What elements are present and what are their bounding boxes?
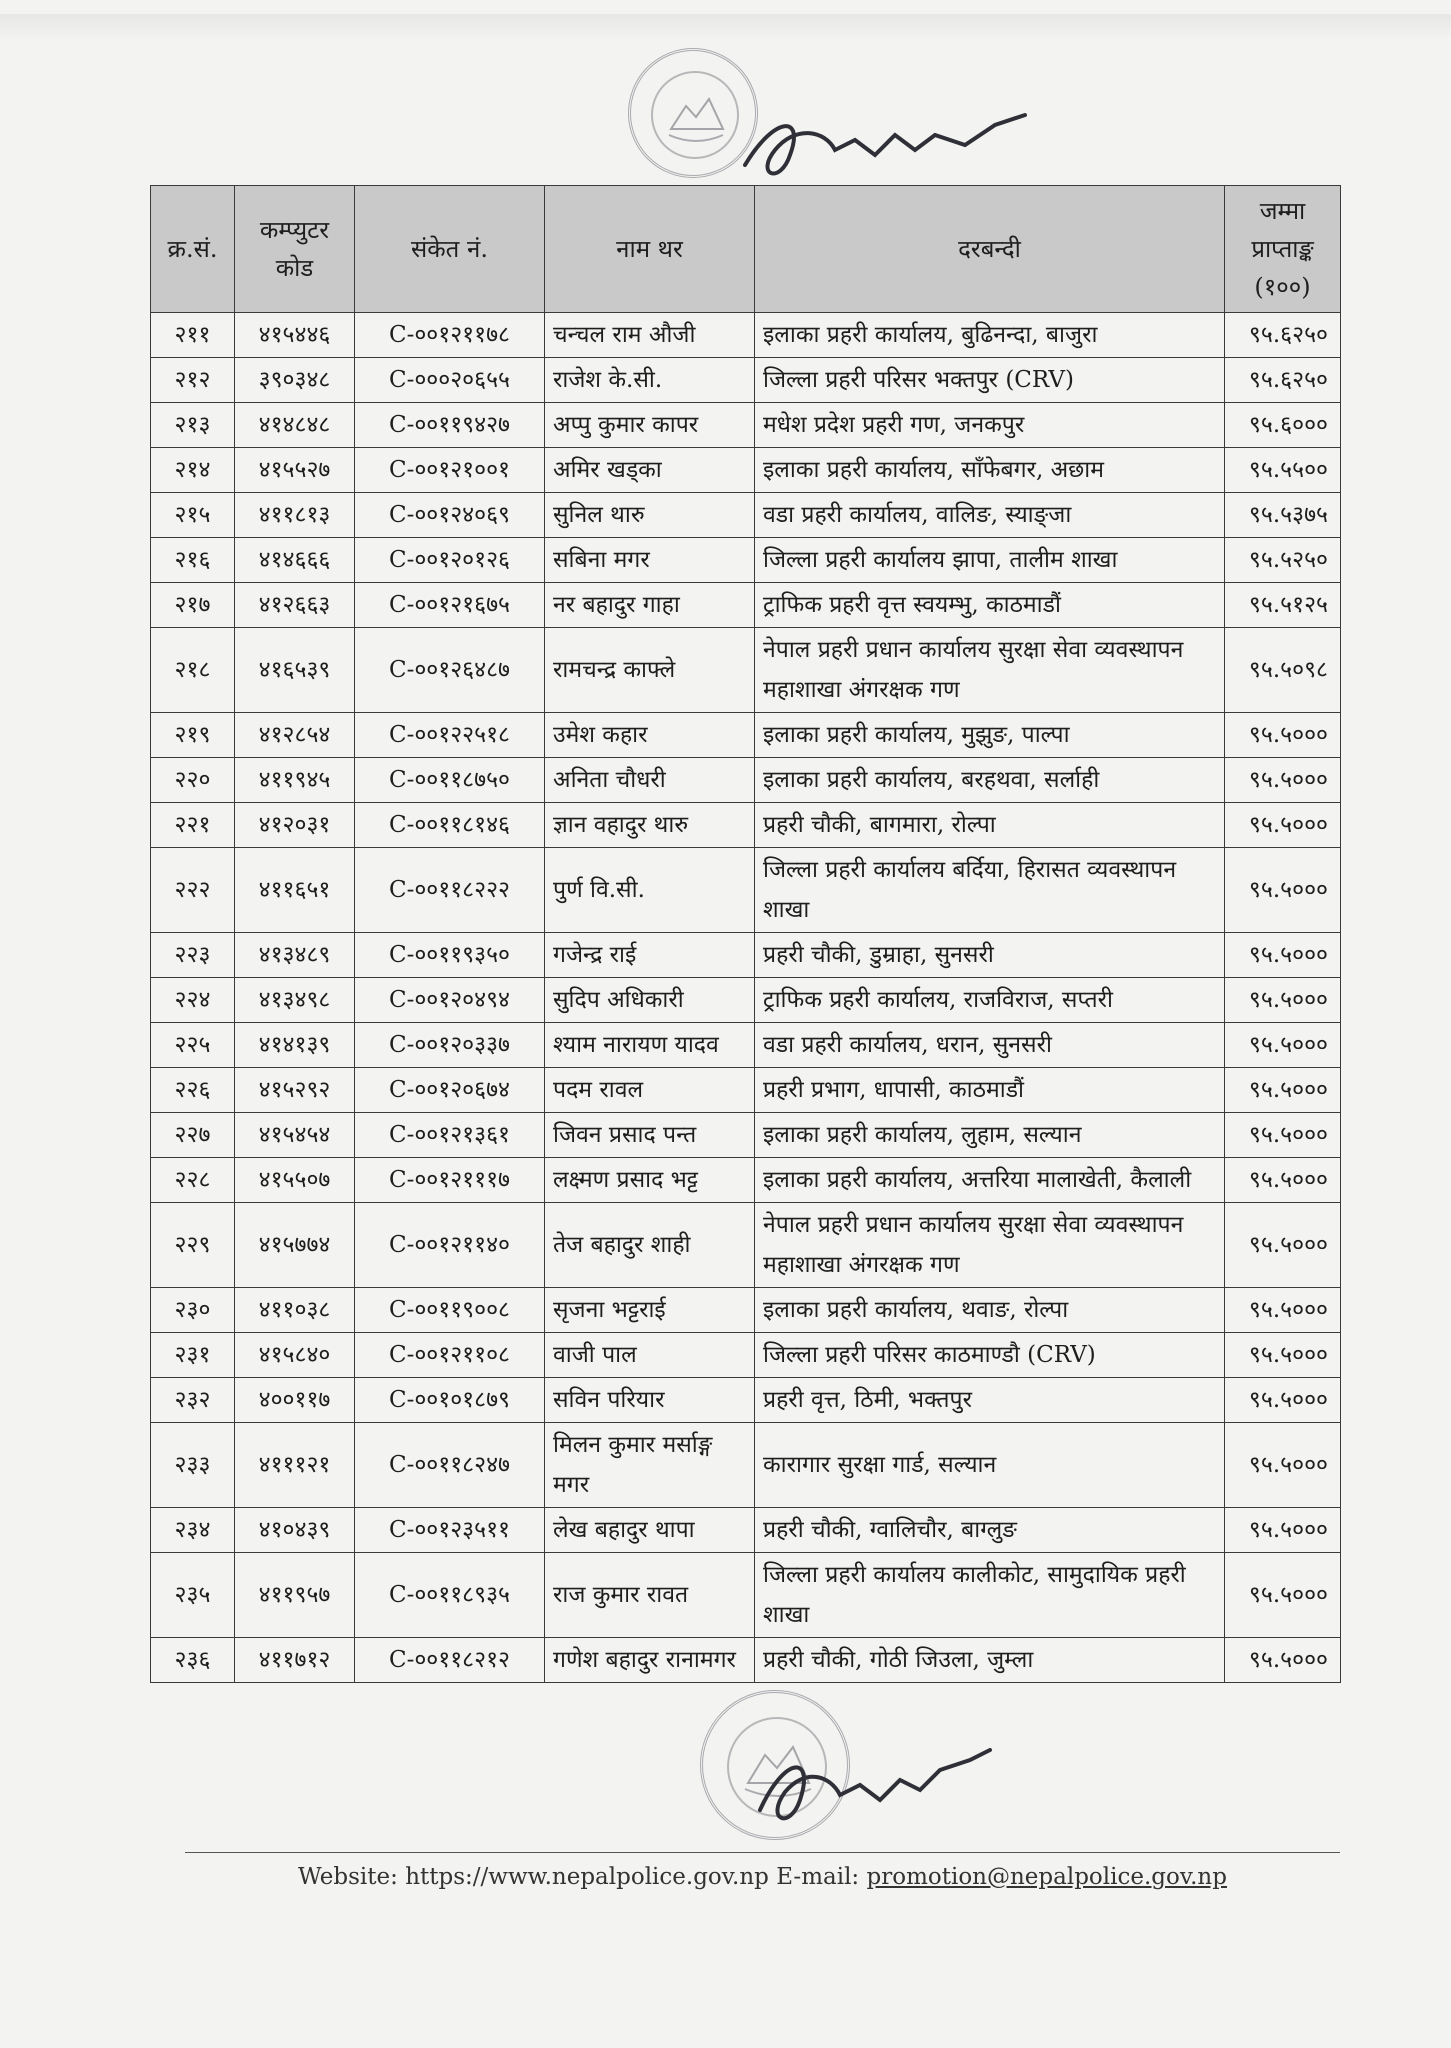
cell-computer-code: ४११८१३	[235, 493, 355, 538]
cell-post: इलाका प्रहरी कार्यालय, लुहाम, सल्यान	[755, 1113, 1225, 1158]
cell-symbol-no: C-००११८२४७	[355, 1423, 545, 1508]
cell-computer-code: ४१५५०७	[235, 1158, 355, 1203]
cell-symbol-no: C-०००२०६५५	[355, 358, 545, 403]
cell-post: वडा प्रहरी कार्यालय, वालिङ, स्याङ्जा	[755, 493, 1225, 538]
cell-total-marks: ९५.५०००	[1225, 713, 1341, 758]
cell-total-marks: ९५.५१२५	[1225, 583, 1341, 628]
cell-symbol-no: C-००१२१००१	[355, 448, 545, 493]
cell-name: पुर्ण वि.सी.	[545, 848, 755, 933]
cell-total-marks: ९५.५०००	[1225, 1638, 1341, 1683]
cell-serial: २२५	[151, 1023, 235, 1068]
table-row	[151, 313, 1341, 358]
cell-serial: २१५	[151, 493, 235, 538]
table-row	[151, 583, 1341, 628]
cell-serial: २१७	[151, 583, 235, 628]
cell-post: नेपाल प्रहरी प्रधान कार्यालय सुरक्षा सेवा व्यवस्थापन महाशाखा अंगरक्षक गण	[755, 628, 1225, 713]
cell-total-marks: ९५.५०००	[1225, 848, 1341, 933]
footer-email-label: E-mail:	[776, 1864, 860, 1890]
cell-post: मधेश प्रदेश प्रहरी गण, जनकपुर	[755, 403, 1225, 448]
results-table	[150, 185, 1341, 1683]
cell-name: सबिना मगर	[545, 538, 755, 583]
cell-symbol-no: C-००१२०४९४	[355, 978, 545, 1023]
cell-post: प्रहरी चौकी, ग्वालिचौर, बाग्लुङ	[755, 1508, 1225, 1553]
header-computer-code: कम्प्युटर कोड	[235, 186, 355, 313]
cell-symbol-no: C-००१२११७८	[355, 313, 545, 358]
cell-serial: २३२	[151, 1378, 235, 1423]
table-row	[151, 933, 1341, 978]
header-symbol-no: संकेत नं.	[355, 186, 545, 313]
cell-symbol-no: C-००१२११४०	[355, 1203, 545, 1288]
cell-total-marks: ९५.५०००	[1225, 1288, 1341, 1333]
cell-name: रामचन्द्र काफ्ले	[545, 628, 755, 713]
cell-symbol-no: C-००११९३५०	[355, 933, 545, 978]
cell-total-marks: ९५.६२५०	[1225, 313, 1341, 358]
table-row	[151, 1203, 1341, 1288]
cell-name: गजेन्द्र राई	[545, 933, 755, 978]
footer-contact	[185, 1864, 1340, 1890]
table-row	[151, 1553, 1341, 1638]
cell-serial: २३६	[151, 1638, 235, 1683]
cell-computer-code: ४१६५३९	[235, 628, 355, 713]
table-row	[151, 1423, 1341, 1508]
cell-computer-code: ४१११२१	[235, 1423, 355, 1508]
cell-computer-code: ४११०३८	[235, 1288, 355, 1333]
cell-symbol-no: C-००१२०१२६	[355, 538, 545, 583]
cell-post: इलाका प्रहरी कार्यालय, मुझुङ, पाल्पा	[755, 713, 1225, 758]
cell-symbol-no: C-००१२१६७५	[355, 583, 545, 628]
table-row	[151, 358, 1341, 403]
cell-serial: २१२	[151, 358, 235, 403]
cell-name: वाजी पाल	[545, 1333, 755, 1378]
cell-total-marks: ९५.५०००	[1225, 1203, 1341, 1288]
cell-total-marks: ९५.५५००	[1225, 448, 1341, 493]
cell-name: नर बहादुर गाहा	[545, 583, 755, 628]
cell-total-marks: ९५.५०००	[1225, 1158, 1341, 1203]
cell-symbol-no: C-००११९४२७	[355, 403, 545, 448]
table-row	[151, 1333, 1341, 1378]
cell-symbol-no: C-००१२११०८	[355, 1333, 545, 1378]
cell-name: श्याम नारायण यादव	[545, 1023, 755, 1068]
cell-post: इलाका प्रहरी कार्यालय, अत्तरिया मालाखेती, कैलाली	[755, 1158, 1225, 1203]
cell-name: सृजना भट्टराई	[545, 1288, 755, 1333]
cell-total-marks: ९५.६२५०	[1225, 358, 1341, 403]
cell-name: गणेश बहादुर रानामगर	[545, 1638, 755, 1683]
cell-computer-code: ४१०४३९	[235, 1508, 355, 1553]
cell-serial: २२८	[151, 1158, 235, 1203]
cell-symbol-no: C-००१२४०६९	[355, 493, 545, 538]
cell-post: नेपाल प्रहरी प्रधान कार्यालय सुरक्षा सेवा व्यवस्थापन महाशाखा अंगरक्षक गण	[755, 1203, 1225, 1288]
cell-serial: २१८	[151, 628, 235, 713]
cell-total-marks: ९५.५०००	[1225, 1068, 1341, 1113]
cell-post: जिल्ला प्रहरी कार्यालय बर्दिया, हिरासत व्यवस्थापन शाखा	[755, 848, 1225, 933]
table-row	[151, 1638, 1341, 1683]
cell-serial: २३१	[151, 1333, 235, 1378]
table-row	[151, 1158, 1341, 1203]
cell-name: ज्ञान वहादुर थारु	[545, 803, 755, 848]
cell-serial: २२७	[151, 1113, 235, 1158]
cell-serial: २२२	[151, 848, 235, 933]
cell-post: प्रहरी चौकी, गोठी जिउला, जुम्ला	[755, 1638, 1225, 1683]
cell-post: जिल्ला प्रहरी परिसर भक्तपुर (CRV)	[755, 358, 1225, 403]
cell-serial: २३५	[151, 1553, 235, 1638]
cell-symbol-no: C-००१२६४८७	[355, 628, 545, 713]
cell-total-marks: ९५.५०००	[1225, 1333, 1341, 1378]
cell-symbol-no: C-००१२०६७४	[355, 1068, 545, 1113]
table-row	[151, 1288, 1341, 1333]
table-row	[151, 1508, 1341, 1553]
cell-post: जिल्ला प्रहरी परिसर काठमाण्डौ (CRV)	[755, 1333, 1225, 1378]
cell-post: इलाका प्रहरी कार्यालय, थवाङ, रोल्पा	[755, 1288, 1225, 1333]
cell-total-marks: ९५.५०००	[1225, 978, 1341, 1023]
cell-symbol-no: C-००११८२२२	[355, 848, 545, 933]
cell-total-marks: ९५.५०००	[1225, 1378, 1341, 1423]
cell-computer-code: ४१२८५४	[235, 713, 355, 758]
cell-computer-code: ४११९४५	[235, 758, 355, 803]
cell-serial: २२०	[151, 758, 235, 803]
table-row	[151, 1068, 1341, 1113]
cell-name: अमिर खड्का	[545, 448, 755, 493]
cell-serial: २३०	[151, 1288, 235, 1333]
cell-total-marks: ९५.५०००	[1225, 1423, 1341, 1508]
cell-post: प्रहरी प्रभाग, धापासी, काठमाडौं	[755, 1068, 1225, 1113]
cell-post: जिल्ला प्रहरी कार्यालय कालीकोट, सामुदायिक प्रहरी शाखा	[755, 1553, 1225, 1638]
footer-website[interactable]: Website: https://www.nepalpolice.gov.np	[298, 1864, 769, 1890]
cell-post: जिल्ला प्रहरी कार्यालय झापा, तालीम शाखा	[755, 538, 1225, 583]
table-row	[151, 1023, 1341, 1068]
cell-total-marks: ९५.५०००	[1225, 1113, 1341, 1158]
cell-name: पदम रावल	[545, 1068, 755, 1113]
cell-computer-code: ४१५४४६	[235, 313, 355, 358]
cell-computer-code: ४१४६६६	[235, 538, 355, 583]
header-serial: क्र.सं.	[151, 186, 235, 313]
cell-serial: २१९	[151, 713, 235, 758]
cell-serial: २११	[151, 313, 235, 358]
cell-symbol-no: C-००१२३५११	[355, 1508, 545, 1553]
cell-serial: २१६	[151, 538, 235, 583]
table-row	[151, 803, 1341, 848]
cell-symbol-no: C-००१०१८७९	[355, 1378, 545, 1423]
cell-symbol-no: C-००१२२५१८	[355, 713, 545, 758]
cell-computer-code: ४१५२९२	[235, 1068, 355, 1113]
cell-computer-code: ४१२६६३	[235, 583, 355, 628]
cell-serial: २२१	[151, 803, 235, 848]
cell-serial: २३४	[151, 1508, 235, 1553]
cell-computer-code: ४१३४९८	[235, 978, 355, 1023]
cell-serial: २१४	[151, 448, 235, 493]
cell-computer-code: ४११६५१	[235, 848, 355, 933]
cell-post: प्रहरी चौकी, बागमारा, रोल्पा	[755, 803, 1225, 848]
cell-serial: २२९	[151, 1203, 235, 1288]
cell-name: लक्ष्मण प्रसाद भट्ट	[545, 1158, 755, 1203]
cell-post: इलाका प्रहरी कार्यालय, साँफेबगर, अछाम	[755, 448, 1225, 493]
cell-name: चन्चल राम औजी	[545, 313, 755, 358]
cell-name: सुदिप अधिकारी	[545, 978, 755, 1023]
cell-symbol-no: C-००११९००८	[355, 1288, 545, 1333]
cell-post: इलाका प्रहरी कार्यालय, बरहथवा, सर्लाही	[755, 758, 1225, 803]
cell-name: जिवन प्रसाद पन्त	[545, 1113, 755, 1158]
cell-computer-code: ३९०३४८	[235, 358, 355, 403]
cell-name: राज कुमार रावत	[545, 1553, 755, 1638]
cell-total-marks: ९५.५०००	[1225, 1553, 1341, 1638]
cell-computer-code: ४१५४५४	[235, 1113, 355, 1158]
header-total-marks: जम्मा प्राप्ताङ्क (१००)	[1225, 186, 1341, 313]
cell-serial: २२४	[151, 978, 235, 1023]
cell-name: मिलन कुमार मर्साङ्ग मगर	[545, 1423, 755, 1508]
cell-name: राजेश के.सी.	[545, 358, 755, 403]
cell-symbol-no: C-००१२१११७	[355, 1158, 545, 1203]
cell-post: प्रहरी चौकी, डुम्राहा, सुनसरी	[755, 933, 1225, 978]
cell-symbol-no: C-००११८२१२	[355, 1638, 545, 1683]
table-row	[151, 713, 1341, 758]
cell-name: अनिता चौधरी	[545, 758, 755, 803]
cell-total-marks: ९५.५०००	[1225, 933, 1341, 978]
cell-total-marks: ९५.५०००	[1225, 758, 1341, 803]
table-row	[151, 1378, 1341, 1423]
cell-computer-code: ४१४८४८	[235, 403, 355, 448]
table-row	[151, 978, 1341, 1023]
cell-name: उमेश कहार	[545, 713, 755, 758]
cell-symbol-no: C-००१२१३६१	[355, 1113, 545, 1158]
cell-serial: २३३	[151, 1423, 235, 1508]
cell-computer-code: ४००११७	[235, 1378, 355, 1423]
cell-symbol-no: C-००१२०३३७	[355, 1023, 545, 1068]
table-header-row	[151, 186, 1341, 313]
signature-bottom	[740, 1730, 1000, 1850]
cell-computer-code: ४१५७७४	[235, 1203, 355, 1288]
cell-symbol-no: C-००११८१४६	[355, 803, 545, 848]
cell-total-marks: ९५.६०००	[1225, 403, 1341, 448]
cell-total-marks: ९५.५०९८	[1225, 628, 1341, 713]
header-name: नाम थर	[545, 186, 755, 313]
table-row	[151, 848, 1341, 933]
cell-symbol-no: C-००११८९३५	[355, 1553, 545, 1638]
cell-computer-code: ४११९५७	[235, 1553, 355, 1638]
cell-computer-code: ४१३४८९	[235, 933, 355, 978]
cell-post: प्रहरी वृत्त, ठिमी, भक्तपुर	[755, 1378, 1225, 1423]
cell-serial: २१३	[151, 403, 235, 448]
cell-total-marks: ९५.५०००	[1225, 1508, 1341, 1553]
cell-total-marks: ९५.५०००	[1225, 803, 1341, 848]
cell-name: अप्पु कुमार कापर	[545, 403, 755, 448]
cell-serial: २२६	[151, 1068, 235, 1113]
cell-name: सविन परियार	[545, 1378, 755, 1423]
cell-post: इलाका प्रहरी कार्यालय, बुढिनन्दा, बाजुरा	[755, 313, 1225, 358]
cell-total-marks: ९५.५०००	[1225, 1023, 1341, 1068]
cell-serial: २२३	[151, 933, 235, 978]
cell-computer-code: ४११७१२	[235, 1638, 355, 1683]
table-row	[151, 758, 1341, 803]
table-row	[151, 538, 1341, 583]
cell-name: सुनिल थारु	[545, 493, 755, 538]
cell-post: ट्राफिक प्रहरी वृत्त स्वयम्भु, काठमाडौं	[755, 583, 1225, 628]
cell-computer-code: ४१५८४०	[235, 1333, 355, 1378]
cell-post: ट्राफिक प्रहरी कार्यालय, राजविराज, सप्तरी	[755, 978, 1225, 1023]
footer-email[interactable]: promotion@nepalpolice.gov.np	[866, 1864, 1227, 1890]
cell-symbol-no: C-००११८७५०	[355, 758, 545, 803]
table-row	[151, 493, 1341, 538]
cell-computer-code: ४१४१३९	[235, 1023, 355, 1068]
table-row	[151, 628, 1341, 713]
cell-name: लेख बहादुर थापा	[545, 1508, 755, 1553]
cell-post: कारागार सुरक्षा गार्ड, सल्यान	[755, 1423, 1225, 1508]
cell-name: तेज बहादुर शाही	[545, 1203, 755, 1288]
cell-computer-code: ४१५५२७	[235, 448, 355, 493]
cell-total-marks: ९५.५२५०	[1225, 538, 1341, 583]
footer-divider	[185, 1852, 1340, 1853]
table-row	[151, 403, 1341, 448]
header-post: दरबन्दी	[755, 186, 1225, 313]
cell-total-marks: ९५.५३७५	[1225, 493, 1341, 538]
cell-post: वडा प्रहरी कार्यालय, धरान, सुनसरी	[755, 1023, 1225, 1068]
scan-shadow-band	[0, 14, 1451, 40]
table-row	[151, 1113, 1341, 1158]
cell-computer-code: ४१२०३१	[235, 803, 355, 848]
table-row	[151, 448, 1341, 493]
